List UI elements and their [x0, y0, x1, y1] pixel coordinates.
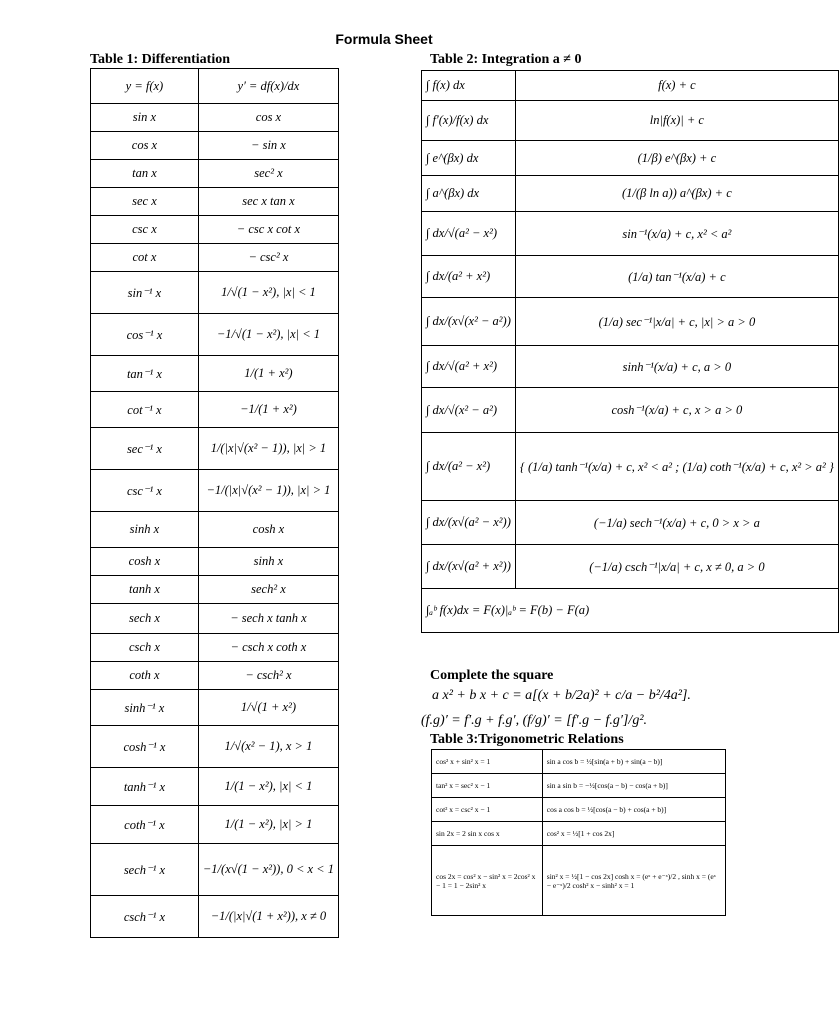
differentiation-table	[90, 68, 339, 938]
table-cell: −1/(|x|√(x² − 1)), |x| > 1	[198, 470, 338, 512]
table-row-cell: ∫ dx/√(x² − a²)	[422, 388, 516, 433]
table-row-cell: (−1/a) sech⁻¹(x/a) + c, 0 > x > a	[515, 501, 838, 545]
table-cell: − sech x tanh x	[198, 604, 338, 634]
table-row-cell: sin a sin b = −½[cos(a − b) − cos(a + b)]	[542, 774, 725, 798]
table-row	[91, 726, 339, 768]
table-cell: sin x	[91, 104, 199, 132]
table-cell: sec x tan x	[198, 188, 338, 216]
table-row-cell: (1/β) e^(βx) + c	[515, 141, 838, 176]
product-quotient-rule: (f.g)′ = f′.g + f.g′, (f/g)′ = [f′.g − f.g′]/g².	[421, 713, 648, 728]
table-cell: sinh⁻¹ x	[91, 690, 199, 726]
table-cell: csc⁻¹ x	[91, 470, 199, 512]
table-row	[422, 346, 839, 388]
table-cell: sinh x	[198, 548, 338, 576]
table-cell: − sin x	[198, 132, 338, 160]
table-row	[91, 160, 339, 188]
table-row-cell: ∫ f′(x)/f(x) dx	[422, 101, 516, 141]
table-row	[91, 896, 339, 938]
table-row-cell: (1/(β ln a)) a^(βx) + c	[515, 176, 838, 212]
table-row-cell: ∫ f(x) dx	[422, 71, 516, 101]
table-row	[422, 388, 839, 433]
table-row	[91, 216, 339, 244]
table-cell: − csc x cot x	[198, 216, 338, 244]
table-row	[422, 212, 839, 256]
table-cell: coth x	[91, 662, 199, 690]
table-cell: cos x	[198, 104, 338, 132]
table-row	[432, 846, 726, 916]
table-row-cell: sin⁻¹(x/a) + c, x² < a²	[515, 212, 838, 256]
table-row	[91, 634, 339, 662]
table-cell: 1/√(1 − x²), |x| < 1	[198, 272, 338, 314]
table-row-cell: ln|f(x)| + c	[515, 101, 838, 141]
table-cell: 1/(1 − x²), |x| < 1	[198, 768, 338, 806]
table-cell: tan x	[91, 160, 199, 188]
table-cell: cos x	[91, 132, 199, 160]
table-row-cell: (1/a) sec⁻¹|x/a| + c, |x| > a > 0	[515, 298, 838, 346]
table-row	[91, 132, 339, 160]
table-row-cell: ∫ dx/(a² − x²)	[422, 433, 516, 501]
table-row-cell: sin 2x = 2 sin x cos x	[432, 822, 543, 846]
page-title: Formula Sheet	[335, 31, 433, 47]
table-cell: 1/(|x|√(x² − 1)), |x| > 1	[198, 428, 338, 470]
table-header-row	[91, 69, 339, 104]
table-row-cell: ∫ dx/√(a² − x²)	[422, 212, 516, 256]
table-row	[432, 822, 726, 846]
table-cell: cot⁻¹ x	[91, 392, 199, 428]
table-row	[422, 101, 839, 141]
table-row	[91, 690, 339, 726]
table-cell: 1/(1 − x²), |x| > 1	[198, 806, 338, 844]
table-row-cell: (−1/a) csch⁻¹|x/a| + c, x ≠ 0, a > 0	[515, 545, 838, 589]
table-row	[91, 662, 339, 690]
table-row	[91, 104, 339, 132]
table-cell: tanh x	[91, 576, 199, 604]
table-cell: − csc² x	[198, 244, 338, 272]
integration-table	[421, 70, 839, 633]
table2-caption: Table 2: Integration a ≠ 0	[430, 52, 582, 67]
table-row	[422, 176, 839, 212]
table-row-cell: cos² x = ½[1 + cos 2x]	[542, 822, 725, 846]
table-cell: cosh x	[91, 548, 199, 576]
table-row	[91, 548, 339, 576]
table-row	[91, 844, 339, 896]
table-row-cell: cos 2x = cos² x − sin² x = 2cos² x − 1 = 1 − 2sin² x	[432, 846, 543, 916]
table-cell: −1/(1 + x²)	[198, 392, 338, 428]
table-row	[422, 545, 839, 589]
table-cell: sec⁻¹ x	[91, 428, 199, 470]
table-row	[91, 244, 339, 272]
table-cell: −1/√(1 − x²), |x| < 1	[198, 314, 338, 356]
complete-square-title: Complete the square	[430, 668, 554, 683]
table-row	[91, 356, 339, 392]
table-cell: sec² x	[198, 160, 338, 188]
table-row-cell: (1/a) tan⁻¹(x/a) + c	[515, 256, 838, 298]
table-cell: coth⁻¹ x	[91, 806, 199, 844]
table3-caption: Table 3:Trigonometric Relations	[430, 732, 624, 747]
table-cell: cos⁻¹ x	[91, 314, 199, 356]
table-row	[91, 428, 339, 470]
table-row	[91, 392, 339, 428]
table-row-cell: { (1/a) tanh⁻¹(x/a) + c, x² < a² ; (1/a) coth⁻¹(x/a) + c, x² > a² }	[515, 433, 838, 501]
table-row-cell: ∫ e^(βx) dx	[422, 141, 516, 176]
table-row	[91, 576, 339, 604]
table-row-cell: sinh⁻¹(x/a) + c, a > 0	[515, 346, 838, 388]
table-cell: cosh⁻¹ x	[91, 726, 199, 768]
table-row	[432, 798, 726, 822]
table-cell: csch x	[91, 634, 199, 662]
table-row-cell: ∫ dx/(x√(a² + x²))	[422, 545, 516, 589]
table-row-cell: ∫ dx/(a² + x²)	[422, 256, 516, 298]
table-row-cell: cot² x = csc² x − 1	[432, 798, 543, 822]
table-row	[91, 314, 339, 356]
table-row-cell: f(x) + c	[515, 71, 838, 101]
table-cell: − csch² x	[198, 662, 338, 690]
table-cell: csc x	[91, 216, 199, 244]
table-row	[91, 188, 339, 216]
table-row	[432, 750, 726, 774]
table-cell: csch⁻¹ x	[91, 896, 199, 938]
table-row-cell: sin a cos b = ½[sin(a + b) + sin(a − b)]	[542, 750, 725, 774]
table-cell: cot x	[91, 244, 199, 272]
table-row-cell: cosh⁻¹(x/a) + c, x > a > 0	[515, 388, 838, 433]
table-row-cell: tan² x = sec² x − 1	[432, 774, 543, 798]
table-cell: cosh x	[198, 512, 338, 548]
table-cell: 1/(1 + x²)	[198, 356, 338, 392]
table-row-cell: sin² x = ½[1 − cos 2x] cosh x = (eˣ + e⁻ˣ)/2 , sinh x = (eˣ − e⁻ˣ)/2 cosh² x − sinh² x = 1	[542, 846, 725, 916]
table-row	[91, 272, 339, 314]
table-row	[91, 768, 339, 806]
fundamental-theorem: ∫ₐᵇ f(x)dx = F(x)|ₐᵇ = F(b) − F(a)	[422, 589, 839, 633]
table-row-cell: ∫ dx/√(a² + x²)	[422, 346, 516, 388]
table-cell: − csch x coth x	[198, 634, 338, 662]
table-cell: sech x	[91, 604, 199, 634]
table-cell: 1/√(1 + x²)	[198, 690, 338, 726]
table-row	[91, 806, 339, 844]
table-row	[422, 71, 839, 101]
table-cell: −1/(|x|√(1 + x²)), x ≠ 0	[198, 896, 338, 938]
table-cell: −1/(x√(1 − x²)), 0 < x < 1	[198, 844, 338, 896]
table-cell: tanh⁻¹ x	[91, 768, 199, 806]
table-row	[91, 512, 339, 548]
table-cell: sin⁻¹ x	[91, 272, 199, 314]
table-row	[91, 470, 339, 512]
table-row-cell: ∫ dx/(x√(x² − a²))	[422, 298, 516, 346]
table-cell: tan⁻¹ x	[91, 356, 199, 392]
table-cell: 1/√(x² − 1), x > 1	[198, 726, 338, 768]
table-row	[422, 501, 839, 545]
table-cell: sec x	[91, 188, 199, 216]
table-row	[422, 141, 839, 176]
table-row	[422, 298, 839, 346]
table-cell: sinh x	[91, 512, 199, 548]
table-row	[422, 433, 839, 501]
table-row	[432, 774, 726, 798]
trig-relations-table	[431, 749, 726, 916]
table-cell: y′ = df(x)/dx	[198, 69, 338, 104]
table1-caption: Table 1: Differentiation	[90, 52, 230, 67]
complete-square-formula: a x² + b x + c = a[(x + b/2a)² + c/a − b²/4a²].	[432, 688, 691, 703]
table-row	[91, 604, 339, 634]
table-cell: sech² x	[198, 576, 338, 604]
table-row	[422, 256, 839, 298]
table-row-cell: cos a cos b = ½[cos(a − b) + cos(a + b)]	[542, 798, 725, 822]
table-row-cell: cos² x + sin² x = 1	[432, 750, 543, 774]
table-row-cell: ∫ dx/(x√(a² − x²))	[422, 501, 516, 545]
table-cell: y = f(x)	[91, 69, 199, 104]
table-footer-row	[422, 589, 839, 633]
table-row-cell: ∫ a^(βx) dx	[422, 176, 516, 212]
table-cell: sech⁻¹ x	[91, 844, 199, 896]
